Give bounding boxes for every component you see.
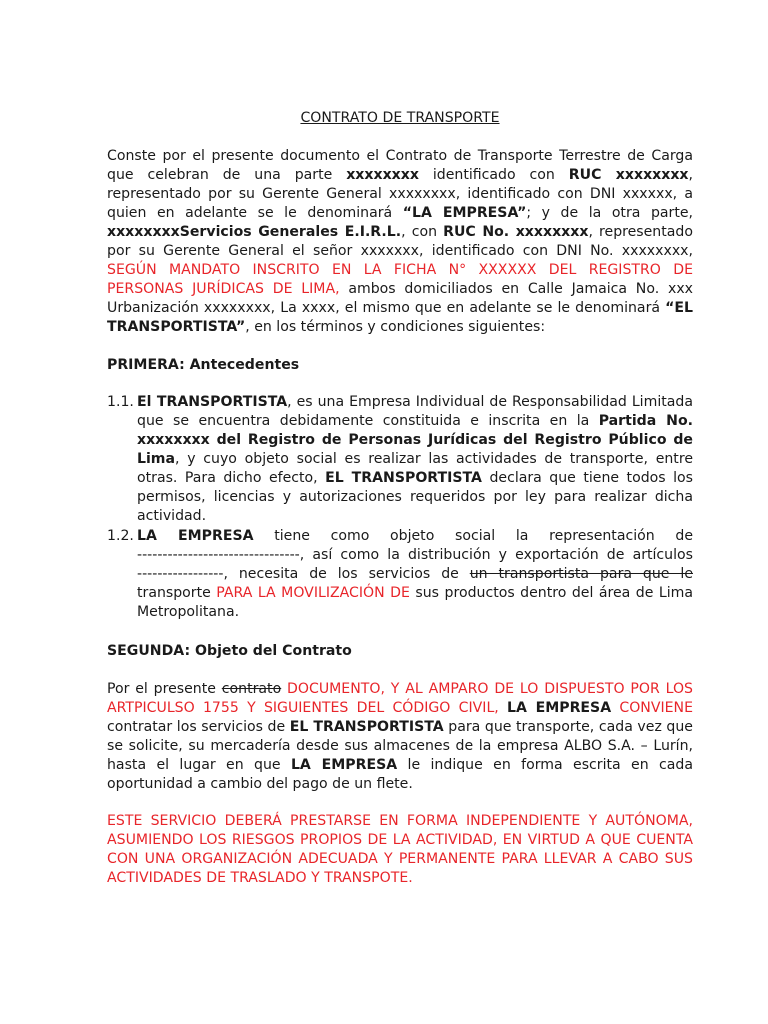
segunda-el-transportista: EL TRANSPORTISTA — [289, 719, 444, 735]
clause-1-2 — [107, 527, 693, 622]
clause-1-2-text-1: tiene como objeto social la representación de — [253, 528, 693, 544]
clause-1-2-line-4 — [137, 584, 693, 603]
intro-party-name: xxxxxxxx — [346, 167, 419, 183]
clause-1-2-text-4: transporte — [137, 585, 217, 601]
intro-text-5: , con — [401, 224, 444, 240]
intro-ruc-transportista: RUC No. xxxxxxxx — [443, 224, 589, 240]
segunda-red-insertion-2: CONVIENE — [611, 700, 693, 716]
intro-el-transportista: “EL TRANSPORTISTA” — [107, 300, 693, 335]
segunda-la-empresa-2: LA EMPRESA — [290, 757, 398, 773]
clause-1-2-line-5: Metropolitana. — [137, 604, 240, 620]
clause-1-2-line-1 — [137, 527, 693, 546]
segunda-text-3: para que transporte, cada vez que se solicite, su mercadería desde sus almacenes de la empresa ALBO S.A. – Lurín, hasta el lugar en que — [107, 719, 693, 773]
segunda-la-empresa-1: LA EMPRESA — [507, 700, 612, 716]
clause-1-2-text — [137, 527, 693, 622]
clause-1-1-partida: Partida No. xxxxxxxx del Registro de Personas Jurídicas del Registro Público de Lima — [137, 413, 693, 467]
clause-primera-heading: PRIMERA: Antecedentes — [107, 357, 300, 373]
intro-text-4: ; y de la otra parte, — [526, 205, 694, 221]
clause-1-2-line-2: --------------------------------, así como la distribución y exportación de artículos — [137, 547, 693, 563]
segunda-paragraph-1 — [107, 680, 693, 794]
segunda-strikethrough: contrato — [221, 681, 282, 697]
clause-segunda-heading: SEGUNDA: Objeto del Contrato — [107, 643, 352, 659]
clause-1-1-text-1: , es una Empresa Individual de Responsabilidad Limitada que se encuentra debidamente constituida e inscrita en la — [137, 394, 693, 429]
intro-servicios-generales: xxxxxxxxServicios Generales E.I.R.L. — [107, 224, 402, 240]
intro-ruc-empresa: RUC xxxxxxxx — [568, 167, 689, 183]
segunda-text-2: contratar los servicios de — [107, 719, 290, 735]
intro-text-3: , representado por su Gerente General xxxxxxxx, identificado con DNI xxxxxx, a quien en adelante se le denominará — [107, 167, 694, 221]
clause-1-1 — [107, 393, 693, 526]
clause-1-1-text-2: , y cuyo objeto social es realizar las actividades de transporte, entre otras. Para dicho efecto, — [137, 451, 693, 486]
intro-text-2: identificado con — [418, 167, 569, 183]
intro-text-1: Conste por el presente documento el Contrato de Transporte Terrestre de Carga que celebran de una parte — [107, 148, 693, 183]
intro-text-8: , en los términos y condiciones siguientes: — [245, 319, 546, 335]
intro-la-empresa: “LA EMPRESA” — [402, 205, 527, 221]
clause-1-1-text — [137, 393, 693, 526]
intro-text-6: , representado por su Gerente General el señor xxxxxxx, identificado con DNI No. xxxxxxxx, — [107, 224, 693, 259]
clause-1-2-line-3 — [137, 565, 693, 584]
document-title: CONTRATO DE TRANSPORTE — [300, 110, 500, 126]
clause-1-2-text-5: sus productos dentro del área de Lima — [409, 585, 694, 601]
clause-1-2-text-3: -----------------, necesita de los servicios de — [137, 566, 470, 582]
segunda-red-insertion-1: DOCUMENTO, Y AL AMPARO DE LO DISPUESTO POR LOS ARTPICULSO 1755 Y SIGUIENTES DEL CÓDIGO CIVIL, — [107, 681, 693, 716]
clause-1-2-number: 1.2. — [107, 528, 134, 544]
clause-1-1-text-3: declara que tiene todos los permisos, licencias y autorizaciones requeridos por ley para realizar dicha actividad. — [137, 470, 693, 524]
clause-1-1-number: 1.1. — [107, 394, 134, 410]
intro-red-insertion: SEGÚN MANDATO INSCRITO EN LA FICHA N° XXXXXX DEL REGISTRO DE PERSONAS JURÍDICAS DE LIMA, — [107, 262, 693, 297]
clause-1-1-bold-3: EL TRANSPORTISTA — [325, 470, 482, 486]
segunda-text-1: Por el presente — [107, 681, 222, 697]
clause-1-2-la-empresa: LA EMPRESA — [137, 528, 254, 544]
clause-1-2-red-insertion: PARA LA MOVILIZACIÓN DE — [216, 585, 410, 601]
segunda-paragraph-2: ESTE SERVICIO DEBERÁ PRESTARSE EN FORMA INDEPENDIENTE Y AUTÓNOMA, ASUMIENDO LOS RIESGOS PROPIOS DE LA ACTIVIDAD, EN VIRTUD A QUE CUENTA CON UNA ORGANIZACIÓN ADECUADA Y PERMANENTE PARA LLEVAR A CABO SUS ACTIVIDADES DE TRASLADO Y TRANSPOTE. — [107, 813, 693, 886]
clause-1-2-strikethrough: un transportista para que le — [469, 566, 693, 582]
intro-paragraph — [107, 147, 693, 337]
intro-text-7: ambos domiciliados en Calle Jamaica No. xxx Urbanización xxxxxxxx, La xxxx, el mismo que en adelante se le denominará — [107, 281, 693, 316]
clause-1-1-bold-1: El TRANSPORTISTA — [137, 394, 288, 410]
segunda-text-4: le indique en forma escrita en cada oportunidad a cambio del pago de un flete. — [107, 757, 693, 792]
